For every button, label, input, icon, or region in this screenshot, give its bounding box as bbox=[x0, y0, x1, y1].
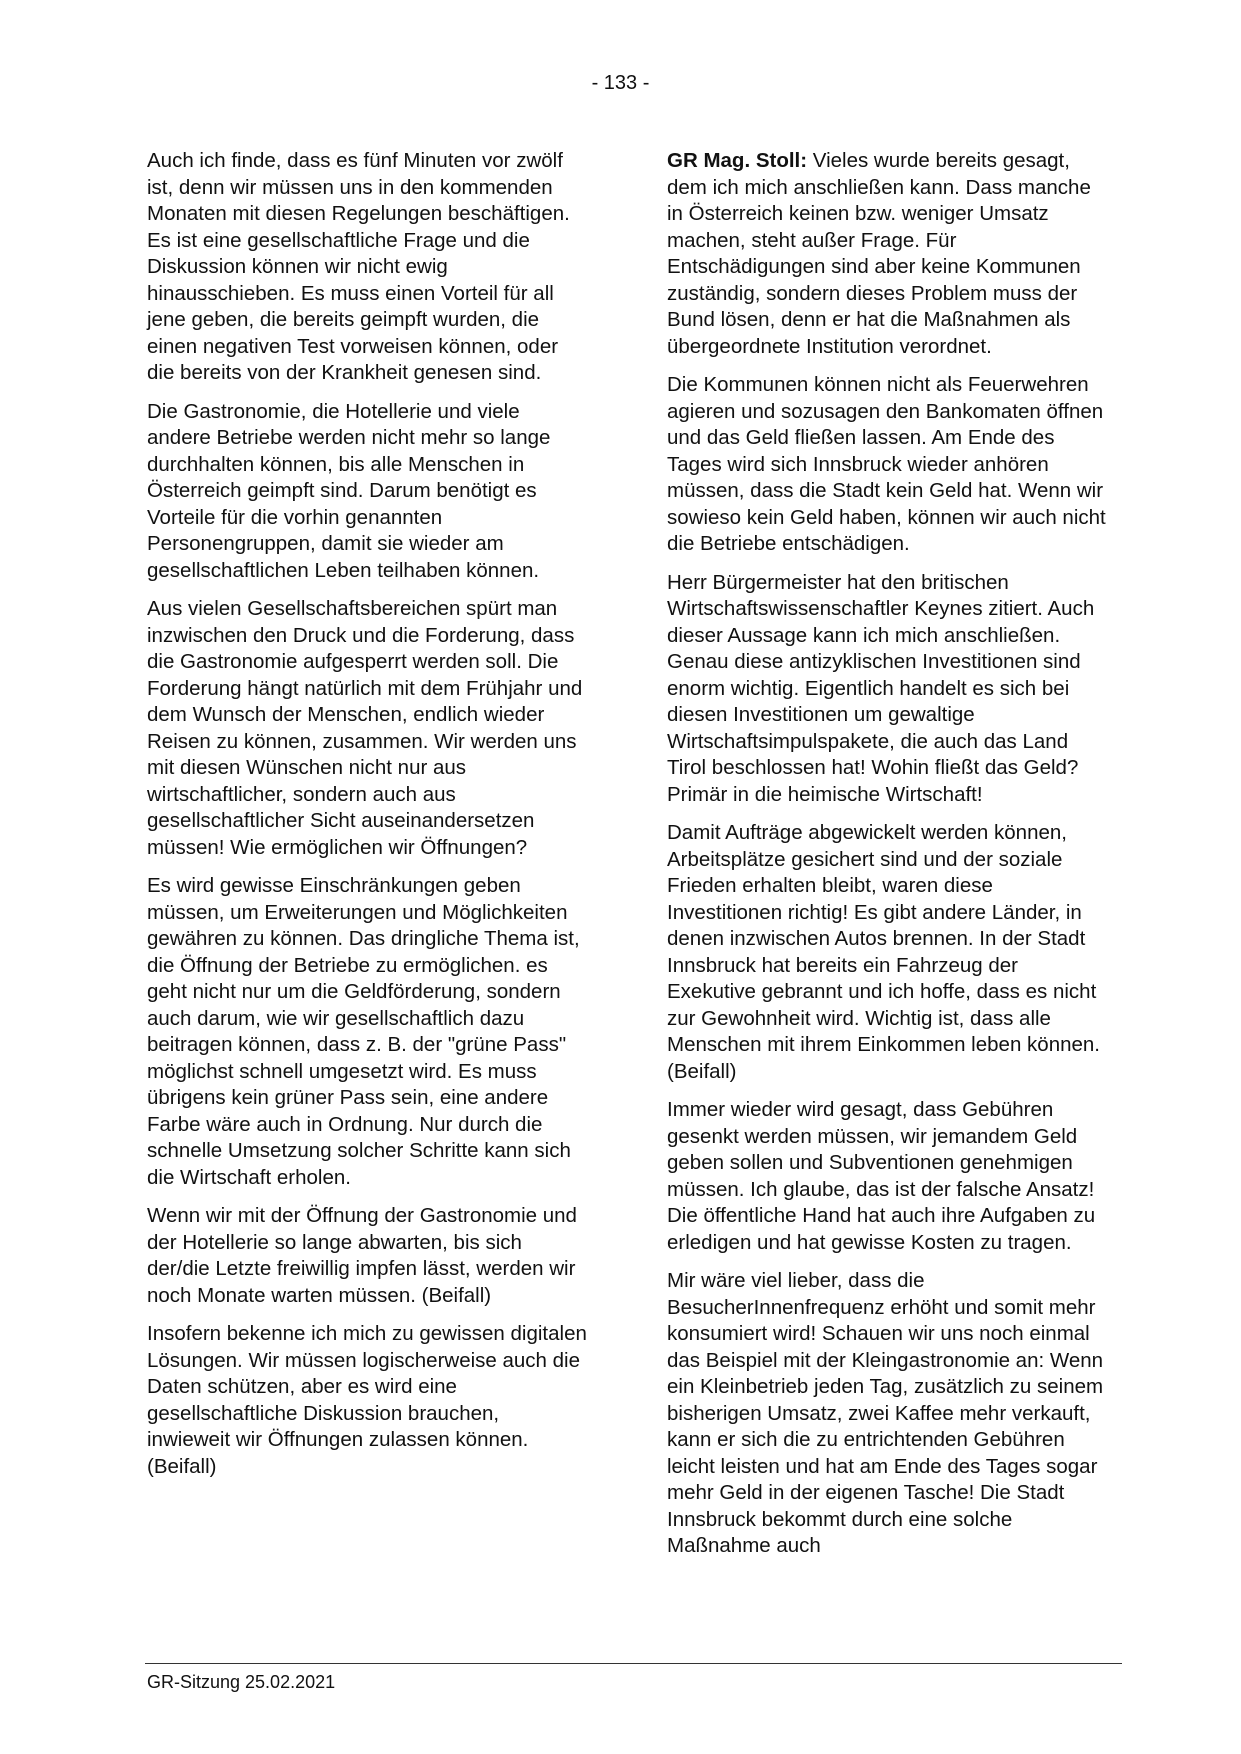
paragraph: Die Kommunen können nicht als Feuerwehren agieren und sozusagen den Bankomaten öffnen und das Geld fließen lassen. Am Ende des Tages wird sich Innsbruck wieder anhören müssen, dass die Stadt kein Geld hat. Wenn wir sowieso kein Geld haben, können wir auch nicht die Betriebe entschädigen. bbox=[667, 373, 1106, 555]
footer-text: GR-Sitzung 25.02.2021 bbox=[147, 1672, 336, 1692]
page-number: - 133 - bbox=[591, 72, 650, 94]
left-column bbox=[147, 148, 587, 1492]
speaker-paragraph bbox=[667, 148, 1107, 360]
paragraph: Es wird gewisse Einschränkungen geben müssen, um Erweiterungen und Möglichkeiten gewähren zu können. Das dringliche Thema ist, die Öffnung der Betriebe zu ermöglichen. es geht nicht nur um die Geldförderung, sondern auch darum, wie wir gesellschaftlich dazu beitragen können, dass z. B. der "grüne Pass" möglichst schnell umgesetzt wird. Es muss übrigens kein grüner Pass sein, eine andere Farbe wäre auch in Ordnung. Nur durch die schnelle Umsetzung solcher Schritte kann sich die Wirtschaft erholen. bbox=[147, 874, 580, 1189]
paragraph: Wenn wir mit der Öffnung der Gastronomie und der Hotellerie so lange abwarten, bis sich der/die Letzte freiwillig impfen lässt, werden wir noch Monate warten müssen. (Beifall) bbox=[147, 1204, 577, 1307]
speaker-name: GR Mag. Stoll: bbox=[667, 149, 808, 172]
footer-divider bbox=[145, 1663, 1122, 1664]
paragraph: Damit Aufträge abgewickelt werden können, Arbeitsplätze gesichert sind und der soziale Frieden erhalten bleibt, waren diese Investitionen richtig! Es gibt andere Länder, in denen inzwischen Autos brennen. In der Stadt Innsbruck hat bereits ein Fahrzeug der Exekutive gebrannt und ich hoffe, dass es nicht zur Gewohnheit wird. Wichtig ist, dass alle Menschen mit ihrem Einkommen leben können. (Beifall) bbox=[667, 821, 1100, 1083]
paragraph: Immer wieder wird gesagt, dass Gebühren gesenkt werden müssen, wir jemandem Geld geben sollen und Subventionen genehmigen müssen. Ich glaube, das ist der falsche Ansatz! Die öffentliche Hand hat auch ihre Aufgaben zu erledigen und hat gewisse Kosten zu tragen. bbox=[667, 1098, 1096, 1254]
paragraph: Die Gastronomie, die Hotellerie und viele andere Betriebe werden nicht mehr so lange durchhalten können, bis alle Menschen in Österreich geimpft sind. Darum benötigt es Vorteile für die vorhin genannten Personengruppen, damit sie wieder am gesellschaftlichen Leben teilhaben können. bbox=[147, 399, 551, 582]
paragraph: Herr Bürgermeister hat den britischen Wirtschaftswissenschaftler Keynes zitiert. Auch dieser Aussage kann ich mich anschließen. Genau diese antizyklischen Investitionen sind enorm wichtig. Eigentlich handelt es sich bei diesen Investitionen um gewaltige Wirtschaftsimpulspakete, die auch das Land Tirol beschlossen hat! Wohin fließt das Geld? Primär in die heimische Wirtschaft! bbox=[667, 570, 1095, 806]
paragraph: Aus vielen Gesellschaftsbereichen spürt man inzwischen den Druck und die Forderung, dass die Gastronomie aufgesperrt werden soll. Die Forderung hängt natürlich mit dem Frühjahr und dem Wunsch der Menschen, endlich wieder Reisen zu können, zusammen. Wir werden uns mit diesen Wünschen nicht nur aus wirtschaftlicher, sondern auch aus gesellschaftlicher Sicht auseinandersetzen müssen! Wie ermöglichen wir Öffnungen? bbox=[147, 597, 583, 859]
paragraph: Insofern bekenne ich mich zu gewissen digitalen Lösungen. Wir müssen logischerweise auch die Daten schützen, aber es wird eine gesellschaftliche Diskussion brauchen, inwieweit wir Öffnungen zulassen können. (Beifall) bbox=[147, 1322, 587, 1478]
paragraph: Mir wäre viel lieber, dass die BesucherInnenfrequenz erhöht und somit mehr konsumiert wird! Schauen wir uns noch einmal das Beispiel mit der Kleingastronomie an: Wenn ein Kleinbetrieb jeden Tag, zusätzlich zu seinem bisherigen Umsatz, zwei Kaffee mehr verkauft, kann er sich die zu entrichtenden Gebühren leicht leisten und hat am Ende des Tages sogar mehr Geld in der eigenen Tasche! Die Stadt Innsbruck bekommt durch eine solche Maßnahme auch bbox=[667, 1269, 1104, 1557]
speaker-text: Vieles wurde bereits gesagt, dem ich mich anschließen kann. Dass manche in Österreich keinen bzw. weniger Umsatz machen, steht außer Frage. Für Entschädigungen sind aber keine Kommunen zuständig, sondern dieses Problem muss der Bund lösen, denn er hat die Maßnahmen als übergeordnete Institution verordnet. bbox=[667, 149, 1091, 358]
right-column bbox=[667, 148, 1107, 1572]
paragraph: Auch ich finde, dass es fünf Minuten vor zwölf ist, denn wir müssen uns in den kommenden Monaten mit diesen Regelungen beschäftigen. Es ist eine gesellschaftliche Frage und die Diskussion können wir nicht ewig hinausschieben. Es muss einen Vorteil für all jene geben, die bereits geimpft wurden, die einen negativen Test vorweisen können, oder die bereits von der Krankheit genesen sind. bbox=[147, 149, 570, 384]
